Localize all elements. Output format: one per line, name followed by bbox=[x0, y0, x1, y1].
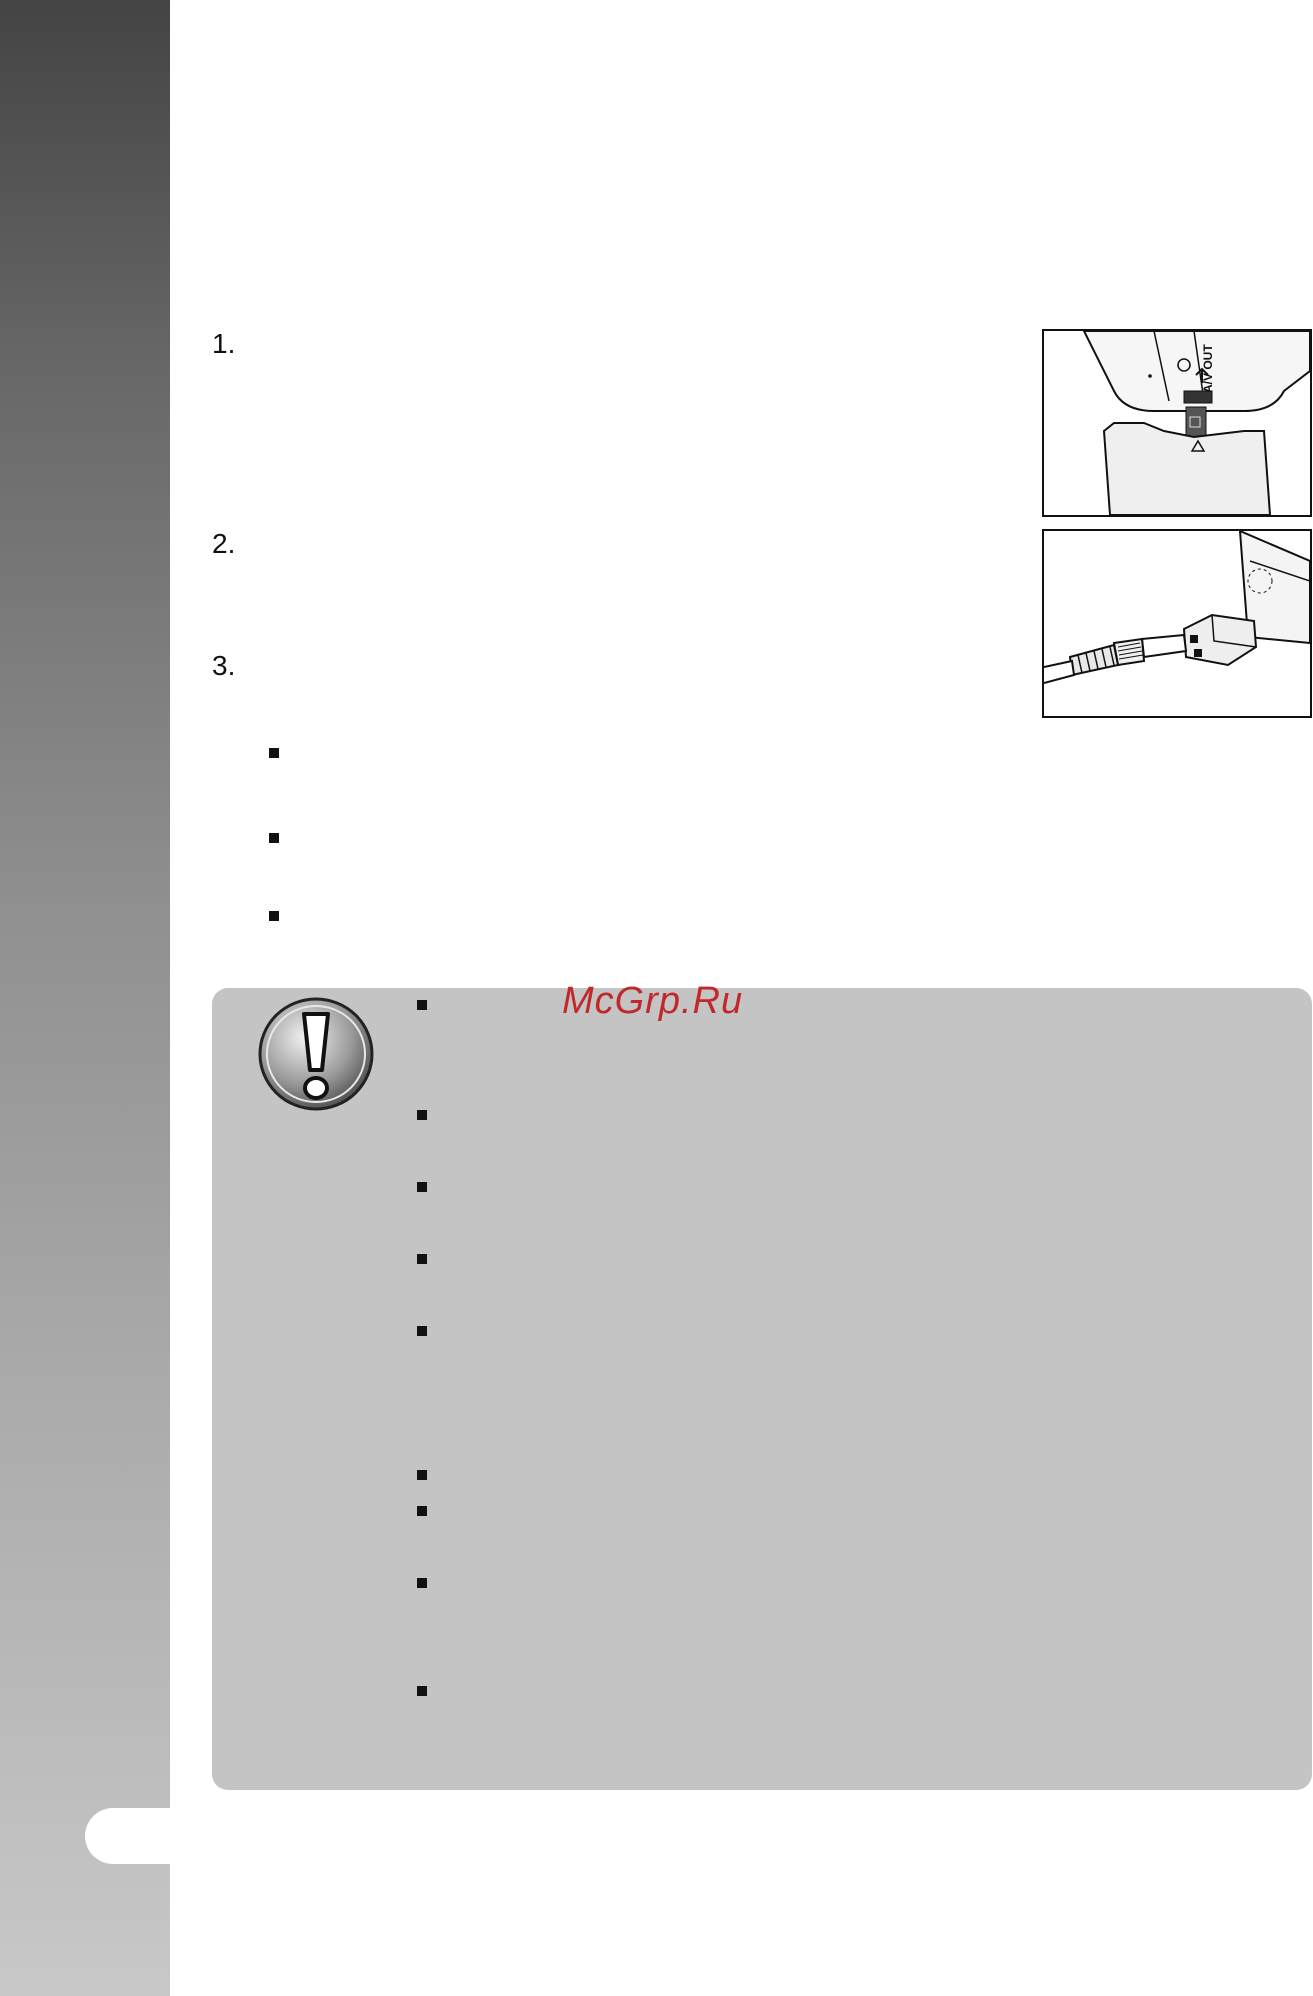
exclamation-icon bbox=[256, 994, 376, 1114]
figure-av-cable bbox=[1042, 529, 1312, 718]
step-number-3: 3. bbox=[212, 650, 236, 681]
square-bullet-icon bbox=[269, 748, 279, 758]
square-bullet-icon bbox=[417, 1578, 427, 1588]
step-number-1: 1. bbox=[212, 328, 236, 359]
square-bullet-icon bbox=[417, 1506, 427, 1516]
step-number-2: 2. bbox=[212, 528, 236, 559]
connector-port-illustration bbox=[1044, 331, 1310, 515]
square-bullet-icon bbox=[269, 833, 279, 843]
square-bullet-icon bbox=[417, 1000, 427, 1010]
square-bullet-icon bbox=[417, 1110, 427, 1120]
square-bullet-icon bbox=[269, 911, 279, 921]
connector-label: A/V OUT bbox=[1201, 344, 1215, 393]
square-bullet-icon bbox=[417, 1254, 427, 1264]
square-bullet-icon bbox=[417, 1470, 427, 1480]
side-color-band bbox=[0, 0, 170, 1996]
figure-connector-port bbox=[1042, 329, 1312, 517]
square-bullet-icon bbox=[417, 1686, 427, 1696]
av-cable-illustration bbox=[1044, 531, 1310, 716]
page-number-tab bbox=[85, 1808, 205, 1864]
square-bullet-icon bbox=[417, 1182, 427, 1192]
watermark: McGrp.Ru bbox=[562, 980, 744, 1022]
note-panel bbox=[212, 988, 1312, 1790]
square-bullet-icon bbox=[417, 1326, 427, 1336]
